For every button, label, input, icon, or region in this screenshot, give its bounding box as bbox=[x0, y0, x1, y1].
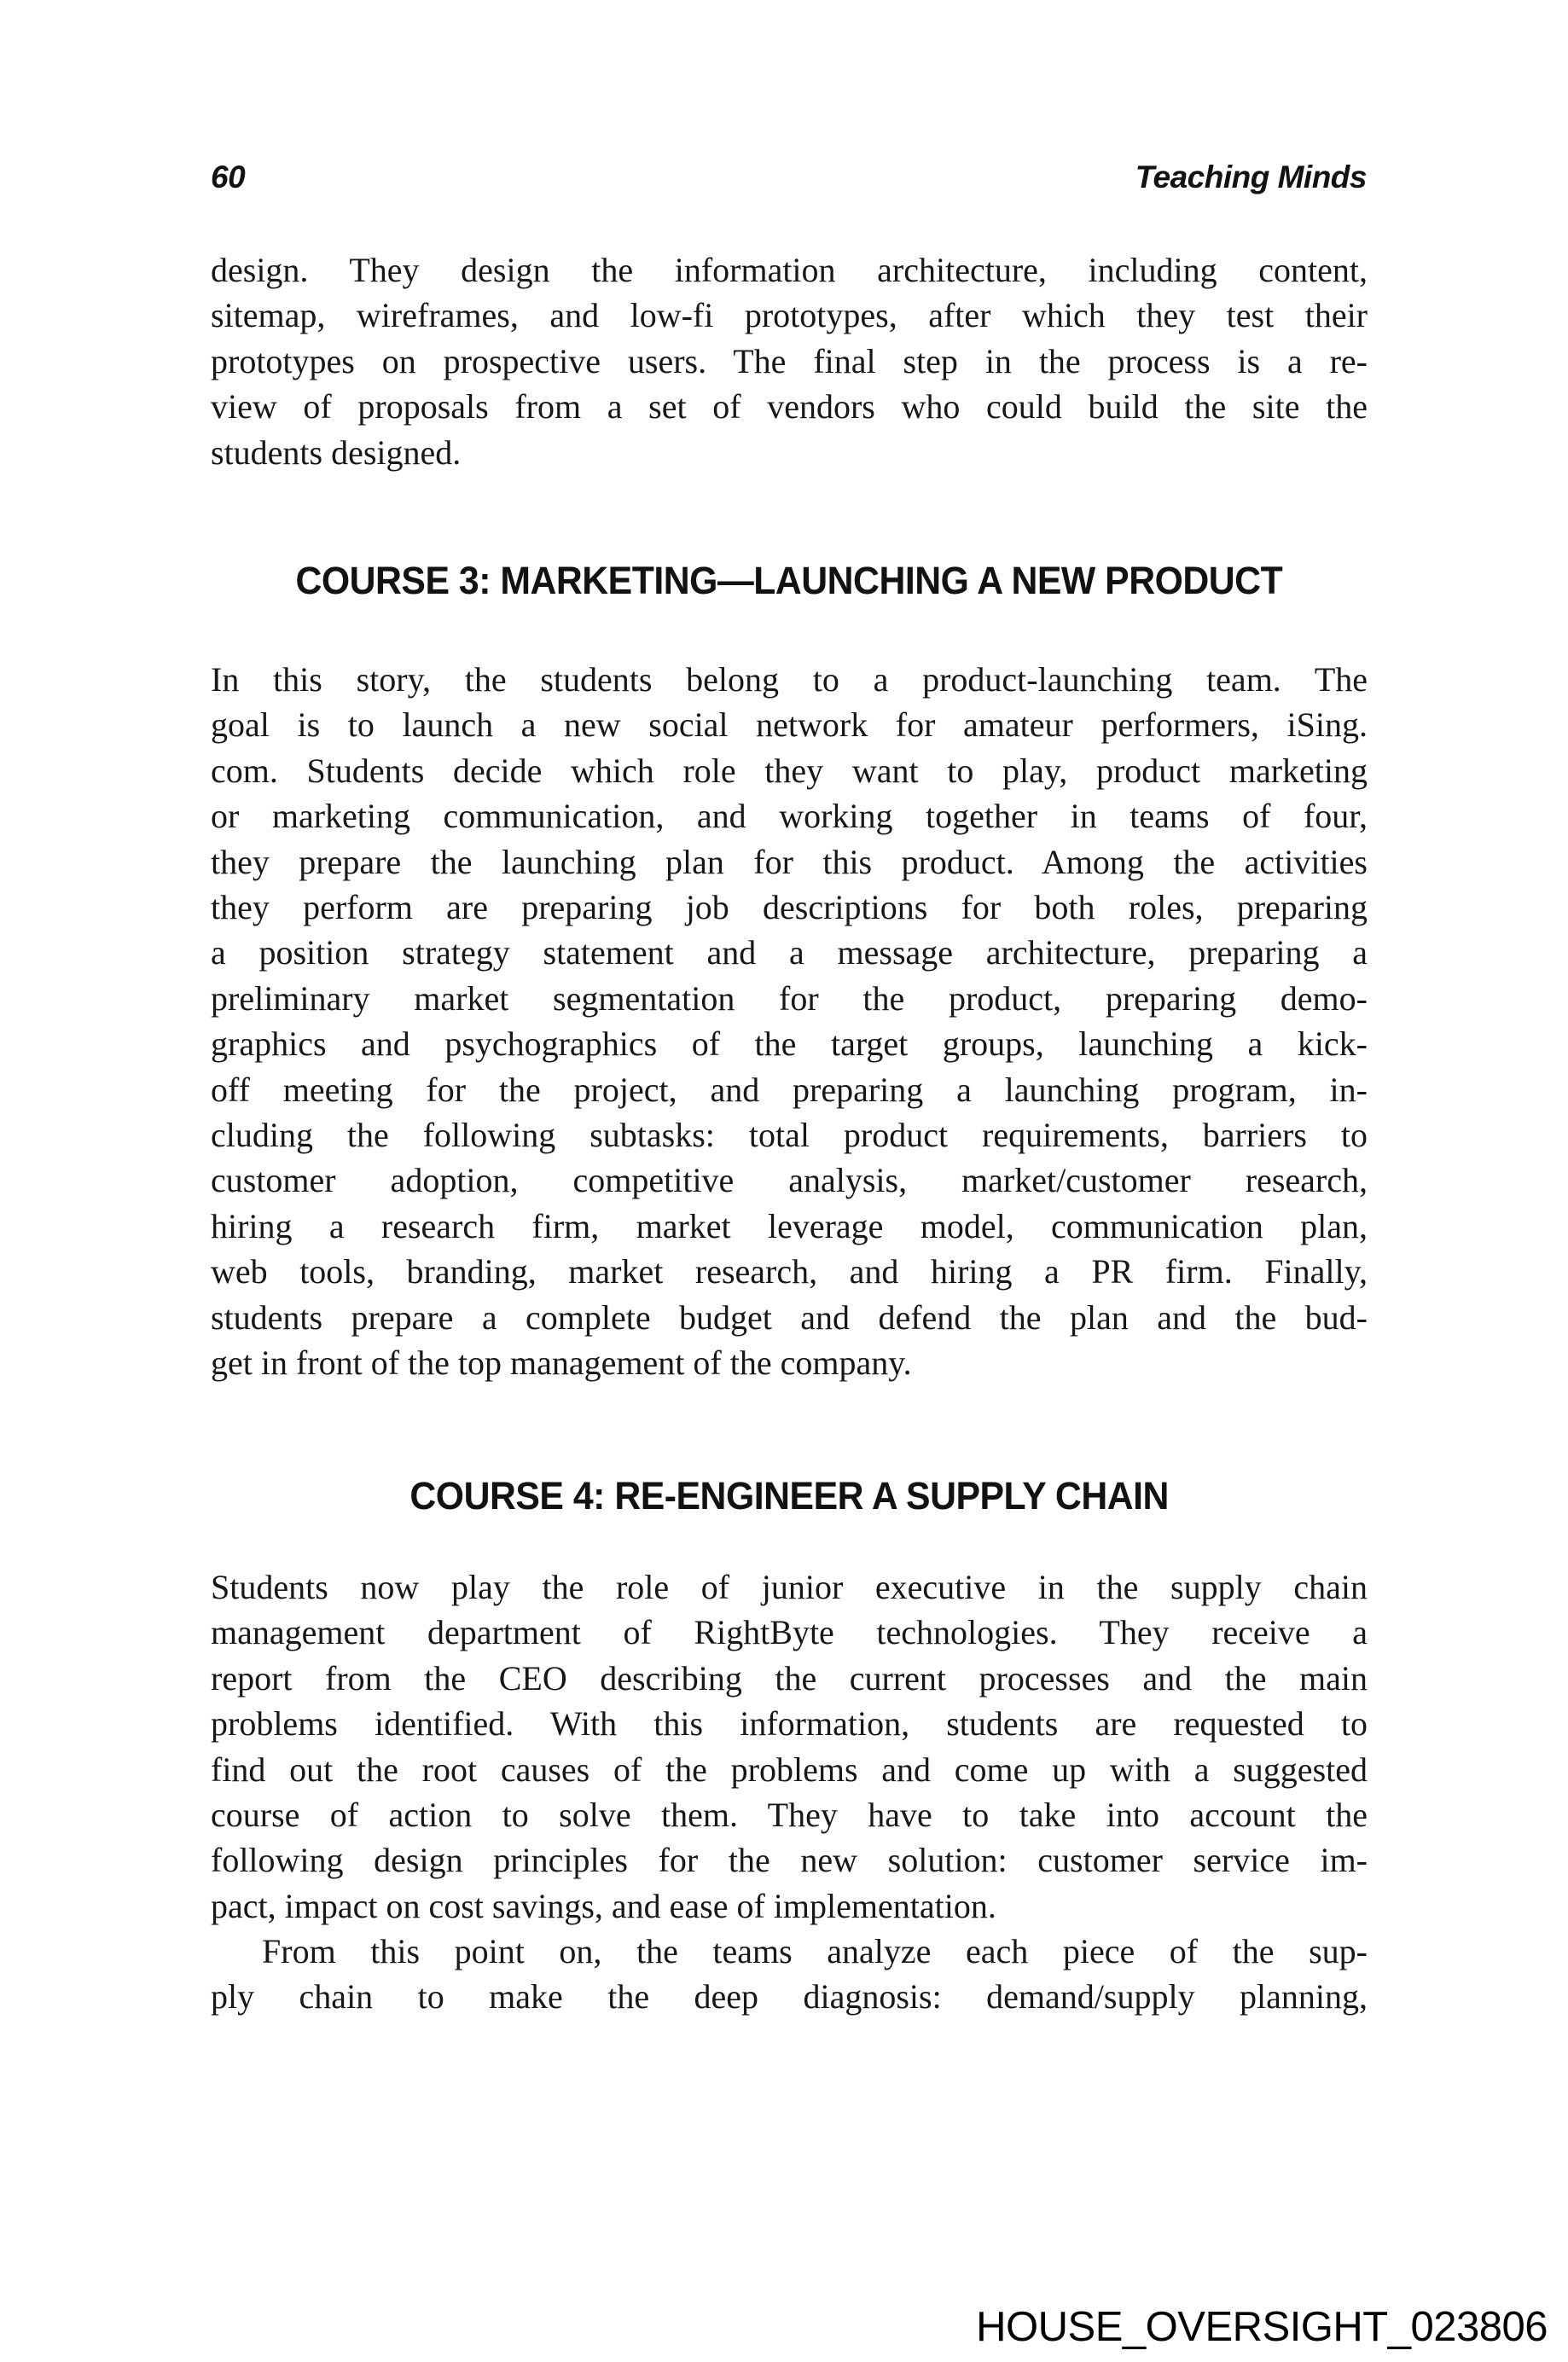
bates-stamp: HOUSE_OVERSIGHT_023806 bbox=[976, 2304, 1548, 2350]
text-line: a position strategy statement and a message architecture, preparing a bbox=[211, 933, 1368, 972]
paragraph-course3-body bbox=[211, 657, 1368, 1386]
text-line: Students now play the role of junior executive in the supply chain bbox=[211, 1568, 1368, 1606]
text-line: or marketing communication, and working together in teams of four, bbox=[211, 797, 1368, 836]
text-line: find out the root causes of the problems and come up with a suggested bbox=[211, 1750, 1368, 1789]
text-line: ply chain to make the deep diagnosis: demand/supply planning, bbox=[211, 1977, 1368, 2017]
text-line: cluding the following subtasks: total product requirements, barriers to bbox=[211, 1116, 1368, 1155]
text-line: report from the CEO describing the current processes and the main bbox=[211, 1658, 1368, 1698]
paragraph-course4-body bbox=[211, 1564, 1368, 1929]
text-line: management department of RightByte technologies. They receive a bbox=[211, 1613, 1368, 1652]
page-number: 60 bbox=[211, 160, 246, 194]
text-line: com. Students decide which role they want to play, product marketing bbox=[211, 751, 1368, 790]
text-line: graphics and psychographics of the target groups, launching a kick- bbox=[211, 1024, 1368, 1064]
text-line: design. They design the information architecture, including content, bbox=[211, 251, 1368, 289]
paragraph-course4-deep-diagnosis bbox=[211, 1929, 1368, 2020]
text-line: goal is to launch a new social network for amateur performers, iSing. bbox=[211, 705, 1368, 745]
text-line: view of proposals from a set of vendors who could build the site the bbox=[211, 387, 1368, 427]
running-header bbox=[211, 159, 1367, 196]
text-line: From this point on, the teams analyze each piece of the sup- bbox=[262, 1932, 1368, 1970]
text-line: get in front of the top management of the company. bbox=[211, 1343, 912, 1383]
text-line: students prepare a complete budget and defend the plan and the bud- bbox=[211, 1297, 1368, 1337]
section-heading-course4-text: COURSE 4: RE-ENGINEER A SUPPLY CHAIN bbox=[409, 1474, 1169, 1518]
text-line: web tools, branding, market research, and hiring a PR firm. Finally, bbox=[211, 1252, 1368, 1291]
running-head-title: Teaching Minds bbox=[1135, 160, 1367, 194]
text-line: following design principles for the new solution: customer service im- bbox=[211, 1841, 1368, 1880]
text-line: customer adoption, competitive analysis, market/customer research, bbox=[211, 1161, 1368, 1200]
section-heading-course4 bbox=[211, 1475, 1368, 1518]
text-line: off meeting for the project, and preparing a launching program, in- bbox=[211, 1070, 1368, 1109]
text-line: they prepare the launching plan for this product. Among the activities bbox=[211, 842, 1368, 881]
text-line: problems identified. With this information, students are requested to bbox=[211, 1704, 1368, 1744]
text-line: pact, impact on cost savings, and ease of implementation. bbox=[211, 1886, 996, 1925]
text-line: In this story, the students belong to a product-launching team. The bbox=[211, 660, 1368, 699]
text-line: sitemap, wireframes, and low-fi prototypes, after which they test their bbox=[211, 296, 1368, 335]
text-line: hiring a research firm, market leverage model, communication plan, bbox=[211, 1206, 1368, 1245]
section-heading-course3 bbox=[211, 560, 1368, 602]
section-heading-course3-text: COURSE 3: MARKETING—LAUNCHING A NEW PRODUCT bbox=[295, 559, 1283, 602]
text-line: prototypes on prospective users. The final step in the process is a re- bbox=[211, 341, 1368, 380]
text-line: preliminary market segmentation for the product, preparing demo- bbox=[211, 978, 1368, 1018]
paragraph-web-design-continued bbox=[211, 247, 1368, 475]
text-line: they perform are preparing job descriptions for both roles, preparing bbox=[211, 888, 1368, 927]
text-line: course of action to solve them. They have to take into account the bbox=[211, 1796, 1368, 1835]
text-line: students designed. bbox=[211, 432, 462, 472]
